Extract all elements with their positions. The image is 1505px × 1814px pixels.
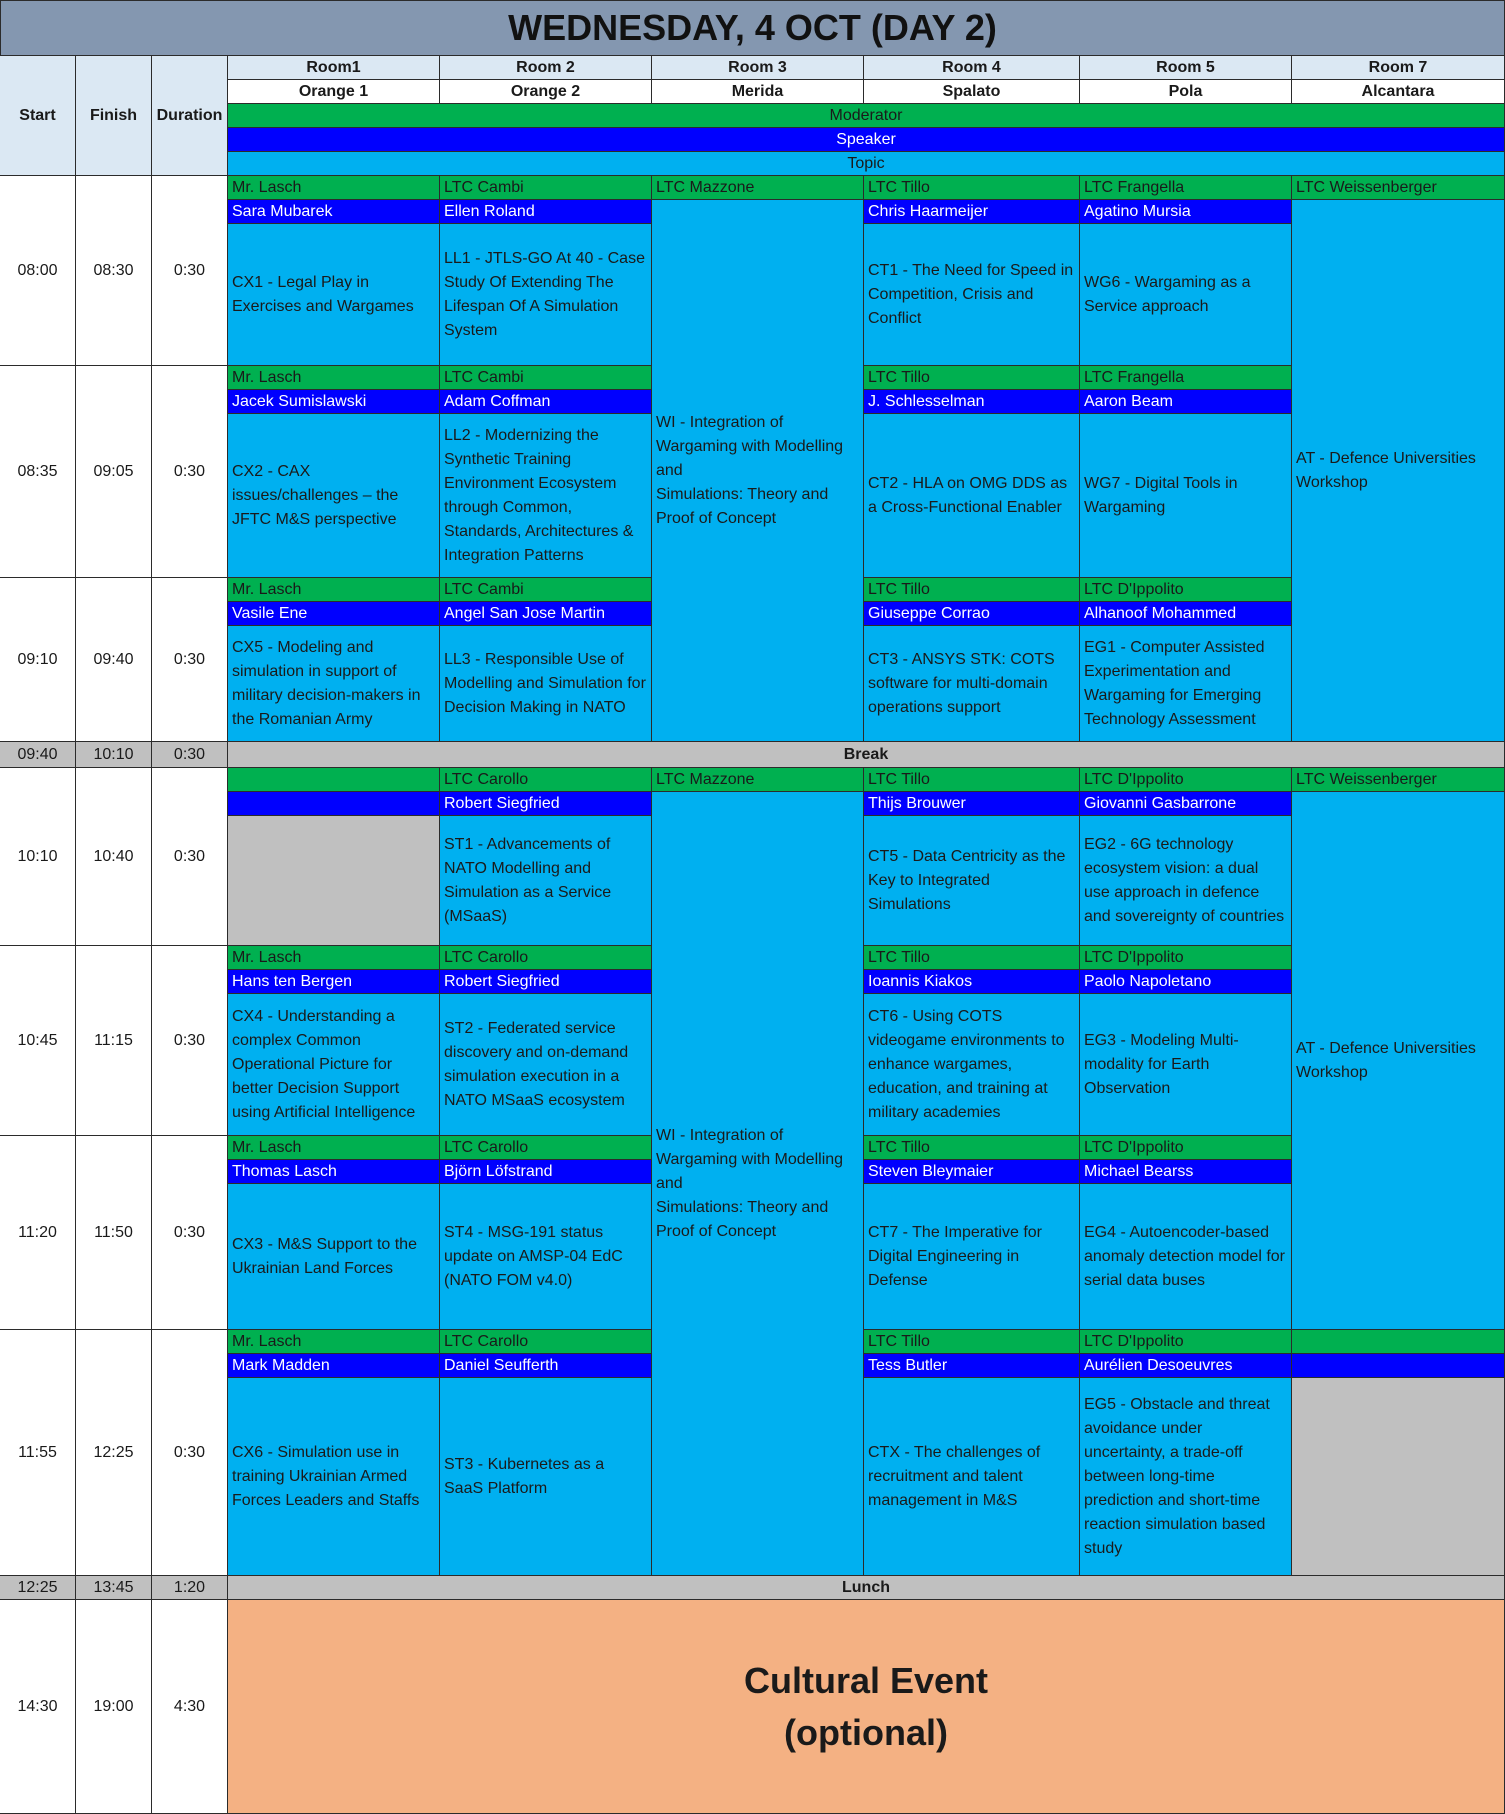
session-speaker: Aaron Beam xyxy=(1080,390,1292,414)
finish-time: 08:30 xyxy=(76,176,152,366)
session-topic: LL1 - JTLS-GO At 40 - Case Study Of Extending The Lifespan Of A Simulation System xyxy=(440,224,652,366)
duration: 0:30 xyxy=(152,176,228,366)
session-topic: CX1 - Legal Play in Exercises and Wargames xyxy=(228,224,440,366)
session-speaker: Thijs Brouwer xyxy=(864,792,1080,816)
session-moderator: Mr. Lasch xyxy=(228,578,440,602)
session-topic: CT6 - Using COTS videogame environments to enhance wargames, education, and training at military academies xyxy=(864,994,1080,1136)
session-speaker: Agatino Mursia xyxy=(1080,200,1292,224)
session-topic: EG4 - Autoencoder-based anomaly detection model for serial data buses xyxy=(1080,1184,1292,1330)
col-header-finish: Finish xyxy=(76,56,152,176)
room7-empty-spk xyxy=(1292,1354,1505,1378)
session-speaker: Daniel Seufferth xyxy=(440,1354,652,1378)
session-speaker: Jacek Sumislawski xyxy=(228,390,440,414)
session-speaker: Ellen Roland xyxy=(440,200,652,224)
session-speaker: Robert Siegfried xyxy=(440,970,652,994)
cultural-event: Cultural Event (optional) xyxy=(228,1600,1505,1814)
session-moderator: LTC D'Ippolito xyxy=(1080,1136,1292,1160)
room-name-3: Merida xyxy=(652,80,864,104)
session-speaker: Sara Mubarek xyxy=(228,200,440,224)
start-time: 11:55 xyxy=(0,1330,76,1576)
room1-empty-moderator xyxy=(228,768,440,792)
session-moderator: Mr. Lasch xyxy=(228,366,440,390)
room-number-4: Room 4 xyxy=(864,56,1080,80)
session-speaker: Vasile Ene xyxy=(228,602,440,626)
session-topic: CX6 - Simulation use in training Ukrainian Armed Forces Leaders and Staffs xyxy=(228,1378,440,1576)
finish-time: 11:15 xyxy=(76,946,152,1136)
start-time: 11:20 xyxy=(0,1136,76,1330)
session-moderator: LTC Carollo xyxy=(440,946,652,970)
room7-empty-slot xyxy=(1292,1378,1505,1576)
session-speaker: Michael Bearss xyxy=(1080,1160,1292,1184)
start-time: 12:25 xyxy=(0,1576,76,1600)
legend-moderator: Moderator xyxy=(228,104,1505,128)
session-moderator: LTC Tillo xyxy=(864,946,1080,970)
session-speaker: Aurélien Desoeuvres xyxy=(1080,1354,1292,1378)
session-topic: CX5 - Modeling and simulation in support of military decision-makers in the Romanian Army xyxy=(228,626,440,742)
session-moderator: Mr. Lasch xyxy=(228,1330,440,1354)
session-moderator: LTC Tillo xyxy=(864,578,1080,602)
finish-time: 10:10 xyxy=(76,742,152,768)
room7-span-topic: AT - Defence Universities Workshop xyxy=(1292,792,1505,1330)
session-topic: CX4 - Understanding a complex Common Operational Picture for better Decision Support using Artificial Intelligence xyxy=(228,994,440,1136)
start-time: 08:35 xyxy=(0,366,76,578)
session-topic: EG5 - Obstacle and threat avoidance under uncertainty, a trade-off between long-time prediction and short-time reaction simulation based study xyxy=(1080,1378,1292,1576)
duration: 0:30 xyxy=(152,366,228,578)
start-time: 09:40 xyxy=(0,742,76,768)
session-moderator: Mr. Lasch xyxy=(228,176,440,200)
room-number-1: Room1 xyxy=(228,56,440,80)
session-speaker: Giuseppe Corrao xyxy=(864,602,1080,626)
session-moderator: Mr. Lasch xyxy=(228,1136,440,1160)
session-speaker: Ioannis Kiakos xyxy=(864,970,1080,994)
session-topic: EG2 - 6G technology ecosystem vision: a dual use approach in defence and sovereignty of countries xyxy=(1080,816,1292,946)
session-moderator: LTC D'Ippolito xyxy=(1080,768,1292,792)
room3-span-moderator: LTC Mazzone xyxy=(652,768,864,792)
session-topic: CT5 - Data Centricity as the Key to Integrated Simulations xyxy=(864,816,1080,946)
finish-time: 09:05 xyxy=(76,366,152,578)
session-speaker: Chris Haarmeijer xyxy=(864,200,1080,224)
session-moderator: LTC Tillo xyxy=(864,366,1080,390)
session-speaker: Giovanni Gasbarrone xyxy=(1080,792,1292,816)
session-moderator: LTC D'Ippolito xyxy=(1080,1330,1292,1354)
session-topic: WG7 - Digital Tools in Wargaming xyxy=(1080,414,1292,578)
col-header-start: Start xyxy=(0,56,76,176)
finish-time: 19:00 xyxy=(76,1600,152,1814)
page-title: WEDNESDAY, 4 OCT (DAY 2) xyxy=(0,0,1505,56)
finish-time: 12:25 xyxy=(76,1330,152,1576)
session-speaker: J. Schlesselman xyxy=(864,390,1080,414)
session-moderator: LTC Carollo xyxy=(440,768,652,792)
room-name-4: Spalato xyxy=(864,80,1080,104)
room-number-6: Room 7 xyxy=(1292,56,1505,80)
session-topic: EG3 - Modeling Multi-modality for Earth Observation xyxy=(1080,994,1292,1136)
duration: 0:30 xyxy=(152,946,228,1136)
session-speaker: Angel San Jose Martin xyxy=(440,602,652,626)
session-moderator: LTC Tillo xyxy=(864,176,1080,200)
duration: 0:30 xyxy=(152,1330,228,1576)
finish-time: 09:40 xyxy=(76,578,152,742)
session-moderator: LTC D'Ippolito xyxy=(1080,946,1292,970)
session-topic: CX3 - M&S Support to the Ukrainian Land Forces xyxy=(228,1184,440,1330)
duration: 0:30 xyxy=(152,1136,228,1330)
session-topic: LL2 - Modernizing the Synthetic Training Environment Ecosystem through Common, Standards, Architectures & Integration Patterns xyxy=(440,414,652,578)
room1-empty-speaker xyxy=(228,792,440,816)
session-moderator: LTC Frangella xyxy=(1080,366,1292,390)
room-name-1: Orange 1 xyxy=(228,80,440,104)
room-name-6: Alcantara xyxy=(1292,80,1505,104)
legend-topic: Topic xyxy=(228,152,1505,176)
session-topic: ST2 - Federated service discovery and on-demand simulation execution in a NATO MSaaS ecosystem xyxy=(440,994,652,1136)
duration: 0:30 xyxy=(152,742,228,768)
session-speaker: Alhanoof Mohammed xyxy=(1080,602,1292,626)
finish-time: 10:40 xyxy=(76,768,152,946)
session-moderator: LTC Carollo xyxy=(440,1136,652,1160)
room7-span-topic: AT - Defence Universities Workshop xyxy=(1292,200,1505,742)
session-moderator: LTC Cambi xyxy=(440,578,652,602)
session-topic: CT7 - The Imperative for Digital Engineering in Defense xyxy=(864,1184,1080,1330)
session-moderator: LTC Tillo xyxy=(864,1330,1080,1354)
break-bar: Break xyxy=(228,742,1505,768)
room3-span-topic: WI - Integration of Wargaming with Modelling and Simulations: Theory and Proof of Concept xyxy=(652,200,864,742)
session-moderator: LTC D'Ippolito xyxy=(1080,578,1292,602)
start-time: 08:00 xyxy=(0,176,76,366)
duration: 1:20 xyxy=(152,1576,228,1600)
room-name-2: Orange 2 xyxy=(440,80,652,104)
session-topic: ST4 - MSG-191 status update on AMSP-04 EdC (NATO FOM v4.0) xyxy=(440,1184,652,1330)
session-moderator: LTC Tillo xyxy=(864,1136,1080,1160)
duration: 4:30 xyxy=(152,1600,228,1814)
start-time: 09:10 xyxy=(0,578,76,742)
session-topic: ST1 - Advancements of NATO Modelling and Simulation as a Service (MSaaS) xyxy=(440,816,652,946)
session-topic: WG6 - Wargaming as a Service approach xyxy=(1080,224,1292,366)
start-time: 14:30 xyxy=(0,1600,76,1814)
session-moderator: LTC Frangella xyxy=(1080,176,1292,200)
room-number-2: Room 2 xyxy=(440,56,652,80)
finish-time: 11:50 xyxy=(76,1136,152,1330)
lunch-bar: Lunch xyxy=(228,1576,1505,1600)
session-topic: EG1 - Computer Assisted Experimentation and Wargaming for Emerging Technology Assessment xyxy=(1080,626,1292,742)
session-speaker: Mark Madden xyxy=(228,1354,440,1378)
session-moderator: Mr. Lasch xyxy=(228,946,440,970)
session-speaker: Tess Butler xyxy=(864,1354,1080,1378)
col-header-duration: Duration xyxy=(152,56,228,176)
room3-span-topic: WI - Integration of Wargaming with Modelling and Simulations: Theory and Proof of Concept xyxy=(652,792,864,1576)
room3-span-moderator: LTC Mazzone xyxy=(652,176,864,200)
start-time: 10:45 xyxy=(0,946,76,1136)
room7-span-moderator: LTC Weissenberger xyxy=(1292,768,1505,792)
session-speaker: Hans ten Bergen xyxy=(228,970,440,994)
duration: 0:30 xyxy=(152,768,228,946)
empty-slot xyxy=(228,816,440,946)
room-name-5: Pola xyxy=(1080,80,1292,104)
session-speaker: Paolo Napoletano xyxy=(1080,970,1292,994)
session-moderator: LTC Carollo xyxy=(440,1330,652,1354)
session-topic: CT2 - HLA on OMG DDS as a Cross-Functional Enabler xyxy=(864,414,1080,578)
session-moderator: LTC Cambi xyxy=(440,366,652,390)
session-moderator: LTC Cambi xyxy=(440,176,652,200)
finish-time: 13:45 xyxy=(76,1576,152,1600)
room-number-5: Room 5 xyxy=(1080,56,1292,80)
session-speaker: Björn Löfstrand xyxy=(440,1160,652,1184)
duration: 0:30 xyxy=(152,578,228,742)
session-topic: CT1 - The Need for Speed in Competition, Crisis and Conflict xyxy=(864,224,1080,366)
session-topic: ST3 - Kubernetes as a SaaS Platform xyxy=(440,1378,652,1576)
session-topic: LL3 - Responsible Use of Modelling and Simulation for Decision Making in NATO xyxy=(440,626,652,742)
room7-span-moderator: LTC Weissenberger xyxy=(1292,176,1505,200)
room7-empty-mod xyxy=(1292,1330,1505,1354)
start-time: 10:10 xyxy=(0,768,76,946)
room-number-3: Room 3 xyxy=(652,56,864,80)
session-moderator: LTC Tillo xyxy=(864,768,1080,792)
session-speaker: Steven Bleymaier xyxy=(864,1160,1080,1184)
session-topic: CT3 - ANSYS STK: COTS software for multi-domain operations support xyxy=(864,626,1080,742)
session-speaker: Thomas Lasch xyxy=(228,1160,440,1184)
session-topic: CX2 - CAX issues/challenges – the JFTC M&S perspective xyxy=(228,414,440,578)
session-speaker: Robert Siegfried xyxy=(440,792,652,816)
session-speaker: Adam Coffman xyxy=(440,390,652,414)
session-topic: CTX - The challenges of recruitment and talent management in M&S xyxy=(864,1378,1080,1576)
legend-speaker: Speaker xyxy=(228,128,1505,152)
